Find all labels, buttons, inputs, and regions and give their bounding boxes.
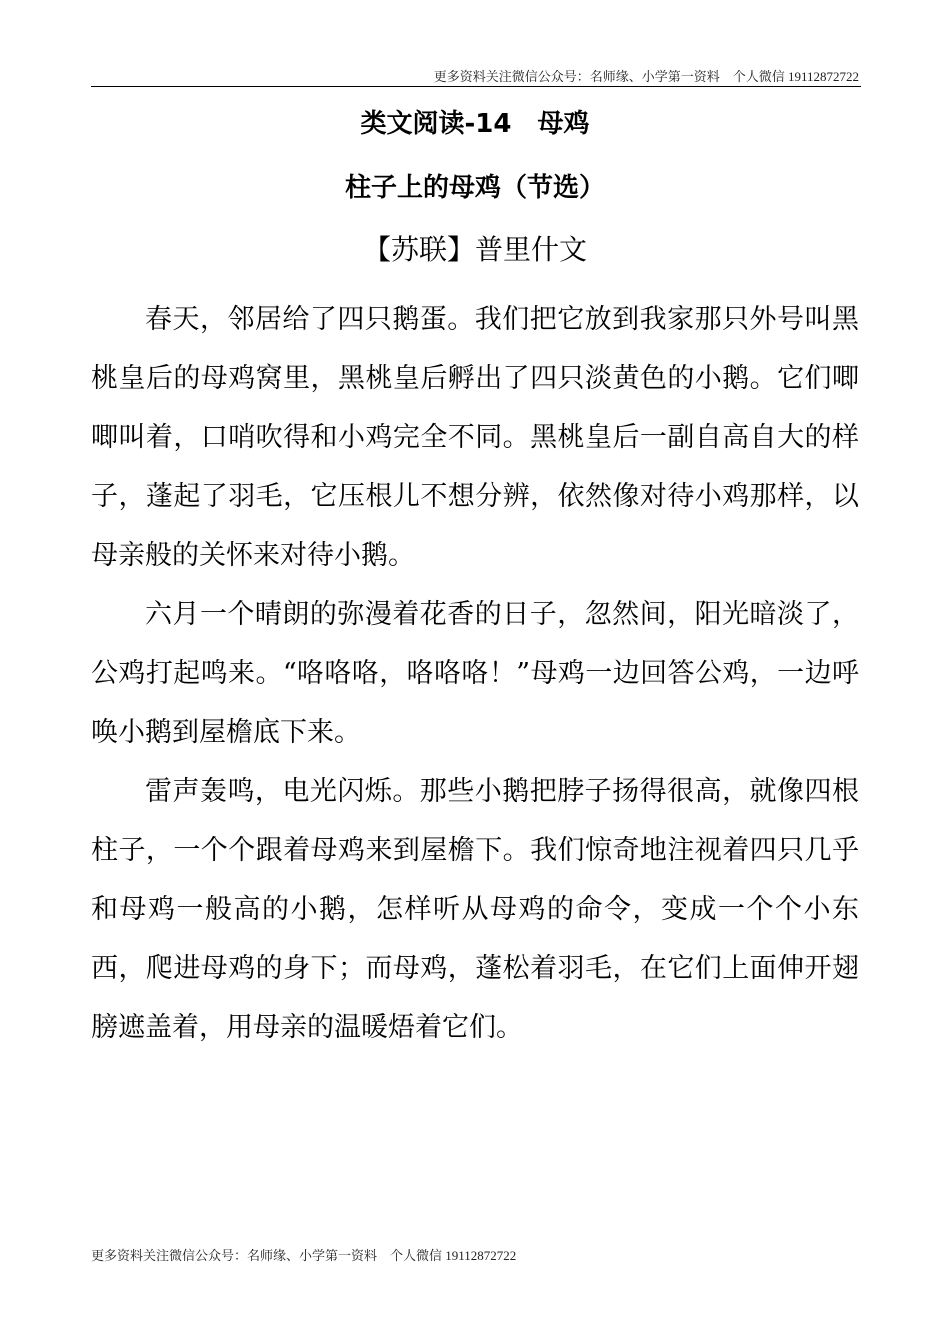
paragraph: 春天，邻居给了四只鹅蛋。我们把它放到我家那只外号叫黑桃皇后的母鸡窝里，黑桃皇后孵出了四只淡黄色的小鹅。它们唧唧叫着，口哨吹得和小鸡完全不同。黑桃皇后一副自高自大的样子，蓬起了羽毛，它压根儿不想分辨，依然像对待小鸡那样，以母亲般的关怀来对待小鹅。: [91, 304, 859, 571]
document-title: 类文阅读-14 母鸡: [360, 109, 590, 139]
paragraph: 六月一个晴朗的弥漫着花香的日子，忽然间，阳光暗淡了，公鸡打起鸣来。“咯咯咯，咯咯咯！”母鸡一边回答公鸡，一边呼唤小鹅到屋檐底下来。: [91, 599, 859, 748]
header-divider: [91, 86, 861, 87]
article-body: [91, 290, 859, 1057]
page-header: 更多资料关注微信公众号：名师缘、小学第一资料 个人微信 19112872722: [433, 69, 859, 84]
paragraph: 雷声轰鸣，电光闪烁。那些小鹅把脖子扬得很高，就像四根柱子，一个个跟着母鸡来到屋檐下。我们惊奇地注视着四只几乎和母鸡一般高的小鹅，怎样听从母鸡的命令，变成一个个小东西，爬进母鸡的身下；而母鸡，蓬松着羽毛，在它们上面伸开翅膀遮盖着，用母亲的温暖焐着它们。: [91, 776, 859, 1043]
article-author: 【苏联】普里什文: [362, 233, 587, 266]
page-footer: 更多资料关注微信公众号：名师缘、小学第一资料 个人微信 19112872722: [91, 1248, 517, 1263]
article-title: 柱子上的母鸡（节选）: [344, 173, 605, 203]
